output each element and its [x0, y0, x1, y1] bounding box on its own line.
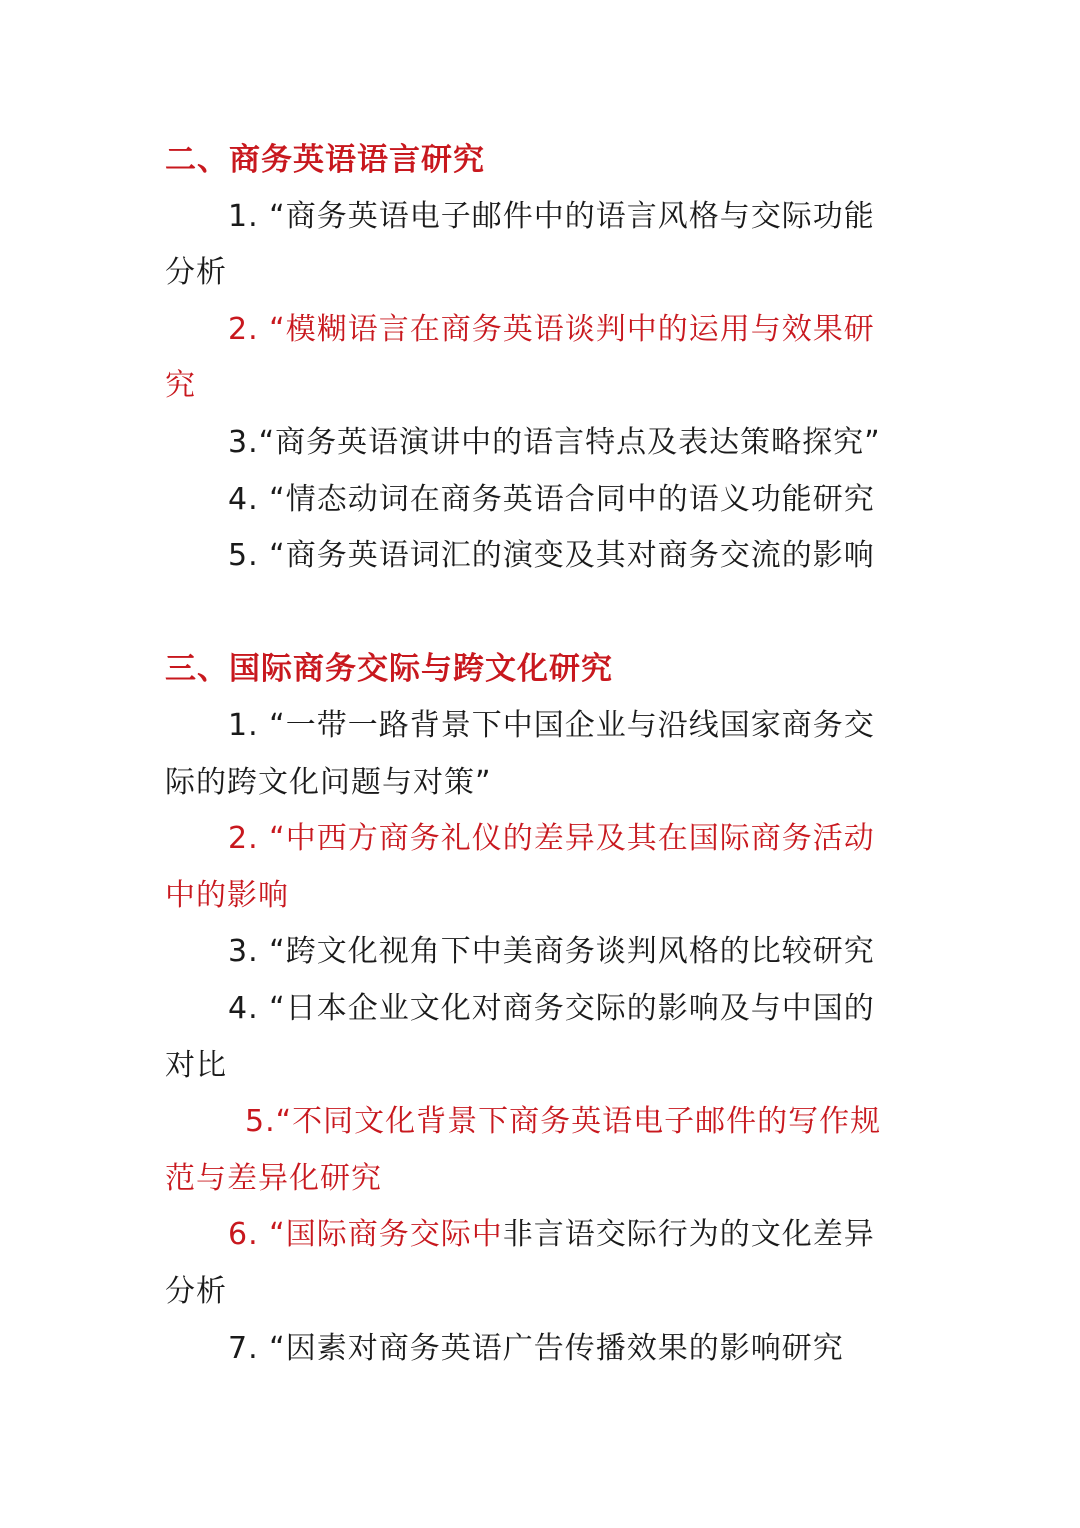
list-item-3-7: 7. “因素对商务英语广告传播效果的影响研究 — [228, 1331, 844, 1366]
list-item-3-2-line2: 中的影响 — [165, 878, 289, 913]
list-item-2-1-line1: 1. “商务英语电子邮件中的语言风格与交际功能 — [228, 199, 875, 234]
list-item-3-6-line2: 分析 — [165, 1274, 227, 1309]
section-heading-3: 三、国际商务交际与跨文化研究 — [165, 651, 613, 687]
list-item-2-5: 5. “商务英语词汇的演变及其对商务交流的影响 — [228, 538, 875, 573]
list-item-3-1-line1: 1. “一带一路背景下中国企业与沿线国家商务交 — [228, 708, 875, 743]
list-item-2-2-line1: 2. “模糊语言在商务英语谈判中的运用与效果研 — [228, 312, 875, 347]
section-heading-2: 二、商务英语语言研究 — [165, 142, 485, 178]
list-item-3-2-line1: 2. “中西方商务礼仪的差异及其在国际商务活动 — [228, 821, 875, 856]
list-item-3-4-line2: 对比 — [165, 1048, 227, 1083]
list-item-3-6-line1 — [228, 1215, 988, 1255]
list-item-3-6-black-part: 非言语交际行为的文化差异 — [502, 1217, 875, 1252]
list-item-3-1-line2: 际的跨文化问题与对策” — [165, 765, 492, 800]
list-item-3-6-red-part: 6. “国际商务交际中 — [228, 1217, 503, 1252]
list-item-3-5-line1: 5.“不同文化背景下商务英语电子邮件的写作规 — [245, 1104, 882, 1139]
list-item-3-5-line2: 范与差异化研究 — [165, 1161, 382, 1196]
list-item-2-2-line2: 究 — [165, 368, 196, 403]
list-item-3-3: 3. “跨文化视角下中美商务谈判风格的比较研究 — [228, 934, 875, 969]
list-item-2-1-line2: 分析 — [165, 255, 227, 290]
list-item-2-3: 3.“商务英语演讲中的语言特点及表达策略探究” — [228, 425, 881, 460]
list-item-3-4-line1: 4. “日本企业文化对商务交际的影响及与中国的 — [228, 991, 875, 1026]
list-item-2-4: 4. “情态动词在商务英语合同中的语义功能研究 — [228, 482, 875, 517]
